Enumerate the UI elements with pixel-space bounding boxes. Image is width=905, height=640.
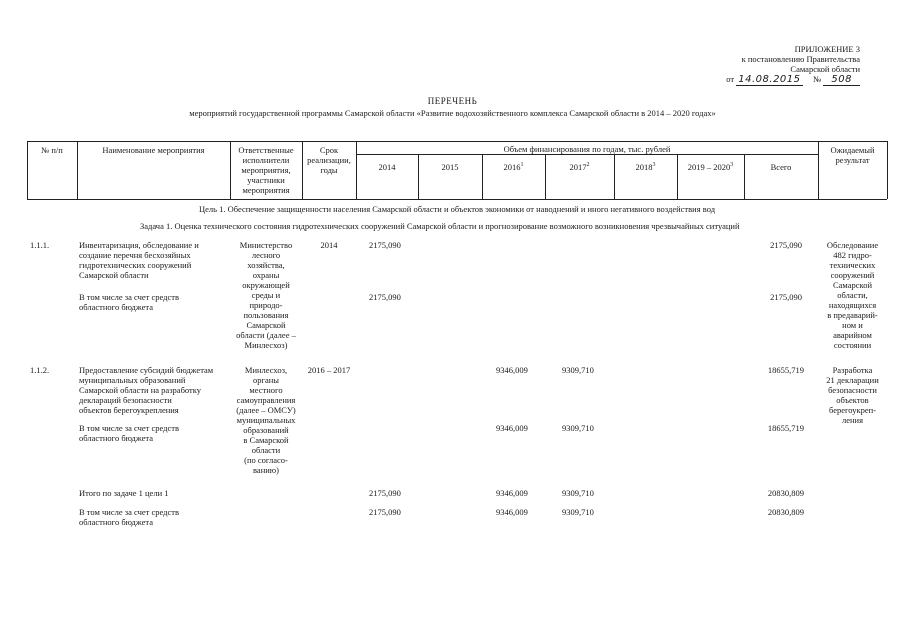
header-term-line: годы — [320, 165, 338, 175]
header-resp-line: мероприятия — [242, 185, 290, 195]
row-sub-label — [79, 423, 229, 443]
text-line: областного бюджета — [79, 433, 154, 443]
total-2016: 9346,009 — [496, 488, 528, 498]
text-line: в Самарской — [243, 435, 289, 445]
text-line: (далее – ОМСУ) — [236, 405, 296, 415]
text-line: окружающей — [242, 280, 290, 290]
text-line: муниципальных — [236, 415, 296, 425]
header-responsible — [230, 145, 302, 195]
text-line: пользования — [243, 310, 289, 320]
header-total — [744, 162, 818, 172]
goal-title: Цель 1. Обеспечение защищенности населения Самарской области и объектов экономики от наводнений и иного негативного воздействия вод — [198, 204, 716, 214]
row-sub-label — [79, 292, 229, 312]
text-line: Министерство — [239, 240, 293, 250]
value-total: 18655,719 — [767, 365, 804, 375]
total-2017: 9309,710 — [562, 507, 594, 517]
grid-line — [27, 199, 887, 200]
row-num: 1.1.2. — [30, 365, 50, 375]
header-year — [482, 162, 545, 172]
header-year — [545, 162, 614, 172]
text-line: В том числе за счет средств — [79, 507, 179, 517]
appendix-line-2: к постановлению Правительства — [741, 54, 860, 64]
footnote-mark: 3 — [652, 162, 656, 169]
sub-value-total: 2175,090 — [770, 292, 802, 302]
text-line: образований — [243, 425, 289, 435]
task-title: Задача 1. Оценка технического состояния гидротехнических сооружений Самарской области и прогнозирование возможного возникновения чрезвычайных ситуаций — [140, 221, 740, 231]
row-num: 1.1.1. — [30, 240, 50, 250]
text-line: областного бюджета — [79, 517, 154, 527]
year-label: 2017 — [569, 162, 587, 172]
year-label: 2018 — [635, 162, 653, 172]
grid-line — [887, 141, 888, 199]
text-line: находящихся — [828, 300, 877, 310]
text-line: 21 декларации — [826, 375, 879, 385]
text-line: берегоукреп- — [829, 405, 876, 415]
sub-value-2017: 9309,710 — [562, 423, 594, 433]
text-line: (по согласо- — [244, 455, 288, 465]
text-line: ванию) — [253, 465, 279, 475]
grid-line — [27, 141, 887, 142]
header-year — [677, 162, 744, 172]
footnote-mark: 2 — [586, 162, 590, 169]
header-term-line: Срок — [319, 145, 339, 155]
header-name: Наименование мероприятия — [102, 145, 205, 155]
row-name — [79, 240, 229, 280]
row-term: 2016 – 2017 — [307, 365, 351, 375]
text-line: В том числе за счет средств — [79, 423, 179, 433]
total-sum: 20830,809 — [767, 507, 804, 517]
total-label — [79, 507, 229, 527]
total-2014: 2175,090 — [369, 507, 401, 517]
text-line: деклараций безопасности — [79, 395, 172, 405]
number-label: № — [813, 74, 822, 84]
grid-line — [545, 154, 546, 199]
text-line: объектов берегоукрепления — [79, 405, 179, 415]
year-label: 2019 – 2020 — [687, 162, 731, 172]
grid-line — [418, 154, 419, 199]
value-2016: 9346,009 — [496, 365, 528, 375]
header-resp-line: исполнители — [242, 155, 290, 165]
header-year — [614, 162, 677, 172]
header-expected — [818, 145, 887, 165]
grid-line — [744, 154, 745, 199]
handwritten-date: 14.08.2015 — [738, 74, 801, 85]
row-name — [79, 365, 229, 415]
text-line: органы — [252, 375, 280, 385]
text-line: области (далее – — [236, 330, 296, 340]
text-line: области, — [837, 290, 868, 300]
text-line: Разработка — [832, 365, 873, 375]
text-line: Самарской области на разработку — [79, 385, 202, 395]
text-line: объектов — [836, 395, 869, 405]
row-term: 2014 — [320, 240, 338, 250]
sub-value-2014: 2175,090 — [369, 292, 401, 302]
text-line: Предоставление субсидий бюджетам — [79, 365, 214, 375]
handwritten-number: 508 — [823, 74, 860, 86]
text-line: технических — [829, 260, 876, 270]
document-title: ПЕРЕЧЕНЬ — [427, 96, 478, 106]
total-label: Итого по задаче 1 цели 1 — [79, 488, 169, 498]
appendix-block — [690, 44, 860, 85]
text-line: 482 гидро- — [833, 250, 872, 260]
appendix-title: ПРИЛОЖЕНИЕ 3 — [794, 44, 860, 54]
value-2014: 2175,090 — [369, 240, 401, 250]
total-2016: 9346,009 — [496, 507, 528, 517]
year-label: Всего — [770, 162, 792, 172]
total-sum: 20830,809 — [767, 488, 804, 498]
appendix-line-3: Самарской области — [790, 64, 860, 74]
text-line: муниципальных образований — [79, 375, 186, 385]
footnote-mark: 3 — [730, 162, 734, 169]
header-resp-line: мероприятия, — [241, 165, 291, 175]
text-line: сооружений — [830, 270, 875, 280]
text-line: Минлесхоз) — [244, 340, 288, 350]
row-responsible — [230, 240, 302, 350]
header-year — [356, 162, 418, 172]
text-line: областного бюджета — [79, 302, 154, 312]
total-2014: 2175,090 — [369, 488, 401, 498]
grid-line — [614, 154, 615, 199]
sub-value-total: 18655,719 — [767, 423, 804, 433]
header-num: № п/п — [41, 145, 63, 155]
header-term — [302, 145, 356, 175]
year-label: 2016 — [503, 162, 521, 172]
header-expected-line: Ожидаемый — [830, 145, 875, 155]
value-2017: 9309,710 — [562, 365, 594, 375]
row-responsible — [230, 365, 302, 475]
text-line: местного — [249, 385, 283, 395]
row-expected-result — [818, 365, 887, 425]
total-2017: 9309,710 — [562, 488, 594, 498]
sub-value-2016: 9346,009 — [496, 423, 528, 433]
text-line: ном и — [842, 320, 863, 330]
text-line: Обследование — [826, 240, 879, 250]
text-line: области — [251, 445, 281, 455]
header-resp-line: участники — [247, 175, 285, 185]
text-line: самоуправления — [236, 395, 296, 405]
footnote-mark: 1 — [520, 162, 524, 169]
text-line: аварийном — [833, 330, 872, 340]
appendix-date-line — [690, 74, 860, 85]
text-line: Самарской — [832, 280, 873, 290]
text-line: Инвентаризация, обследование и — [79, 240, 199, 250]
text-line: Минлесхоз, — [244, 365, 288, 375]
header-term-line: реализации, — [307, 155, 351, 165]
header-funding: Объем финансирования по годам, тыс. рублей — [503, 144, 671, 154]
text-line: В том числе за счет средств — [79, 292, 179, 302]
grid-line — [482, 154, 483, 199]
year-label: 2014 — [378, 162, 396, 172]
text-line: состоянии — [833, 340, 872, 350]
grid-line — [356, 154, 818, 155]
text-line: гидротехнических сооружений — [79, 260, 192, 270]
text-line: среды и — [251, 290, 281, 300]
value-total: 2175,090 — [770, 240, 802, 250]
text-line: природо- — [249, 300, 283, 310]
header-expected-line: результат — [835, 155, 870, 165]
text-line: создание перечня бесхозяйных — [79, 250, 191, 260]
text-line: Самарской — [246, 320, 286, 330]
grid-line — [677, 154, 678, 199]
text-line: безопасности — [828, 385, 877, 395]
text-line: в предаварий- — [827, 310, 878, 320]
header-resp-line: Ответственные — [238, 145, 294, 155]
header-year — [418, 162, 482, 172]
year-label: 2015 — [441, 162, 459, 172]
text-line: ления — [841, 415, 864, 425]
text-line: хозяйства, — [247, 260, 285, 270]
document-subtitle: мероприятий государственной программы Самарской области «Развитие водохозяйственного комплекса Самарской области в 2014 – 2020 годах» — [189, 108, 716, 118]
text-line: Самарской области — [79, 270, 149, 280]
text-line: охраны — [252, 270, 280, 280]
from-label: от — [726, 74, 735, 84]
row-expected-result — [818, 240, 887, 350]
text-line: лесного — [251, 250, 281, 260]
